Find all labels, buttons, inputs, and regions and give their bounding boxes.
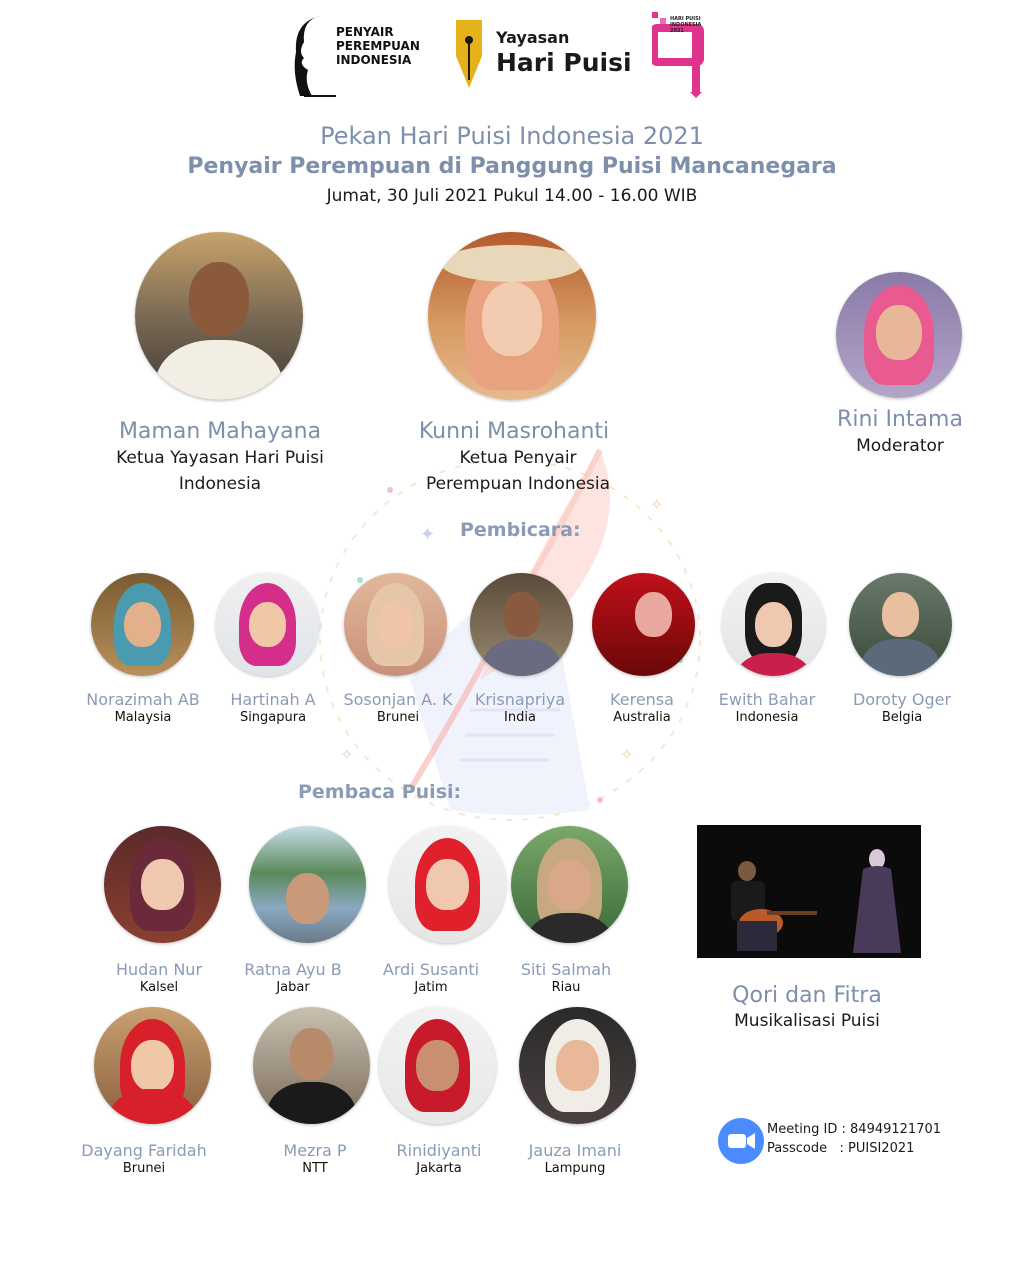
logo-hpi-line2: INDONESIA 2021 — [670, 22, 702, 34]
speakers-heading: Pembicara: — [460, 519, 581, 541]
speaker-country: Singapura — [239, 710, 307, 725]
svg-text:✧: ✧ — [340, 745, 354, 764]
speaker-name: Krisnapriya — [474, 690, 566, 709]
event-title: Pekan Hari Puisi Indonesia 2021 — [320, 122, 704, 150]
host-role-kunni-line2: Perempuan Indonesia — [425, 473, 611, 494]
avatar-reader — [94, 1007, 211, 1124]
meeting-passcode: Passcode : PUISI2021 — [767, 1141, 915, 1156]
host-role-maman-line1: Ketua Yayasan Hari Puisi — [116, 448, 324, 468]
woman-silhouette-icon — [292, 12, 338, 98]
reader-region: Lampung — [544, 1161, 606, 1176]
logo-hpi-line1: HARI PUISI — [670, 16, 701, 22]
avatar-speaker — [470, 573, 573, 676]
reader-region: Jabar — [276, 980, 310, 995]
avatar-speaker — [592, 573, 695, 676]
avatar-rini-intama — [836, 272, 962, 398]
reader-region: Brunei — [122, 1161, 166, 1176]
avatar-reader — [389, 826, 506, 943]
event-schedule: Jumat, 30 Juli 2021 Pukul 14.00 - 16.00 WIB — [326, 186, 698, 206]
svg-text:✧: ✧ — [650, 495, 664, 514]
reader-name: Siti Salmah — [520, 960, 612, 979]
reader-region: Jatim — [414, 980, 448, 995]
speaker-country: Belgia — [881, 710, 923, 725]
event-theme: Penyair Perempuan di Panggung Puisi Mancanegara — [187, 154, 837, 179]
logo-penyair-perempuan — [292, 12, 420, 98]
avatar-maman-mahayana — [135, 232, 303, 400]
reader-name: Dayang Faridah — [81, 1141, 207, 1160]
avatar-reader — [511, 826, 628, 943]
host-name-kunni: Kunni Masrohanti — [418, 419, 610, 444]
speaker-country: India — [504, 710, 536, 725]
music-performers-role: Musikalisasi Puisi — [734, 1011, 880, 1031]
avatar-speaker — [91, 573, 194, 676]
host-name-maman: Maman Mahayana — [118, 419, 322, 444]
speaker-name: Doroty Oger — [852, 690, 952, 709]
moderator-role: Moderator — [856, 436, 944, 456]
speaker-name: Hartinah A — [230, 690, 316, 709]
reader-name: Ardi Susanti — [382, 960, 480, 979]
readers-heading: Pembaca Puisi: — [298, 781, 462, 803]
reader-name: Hudan Nur — [115, 960, 203, 979]
speaker-name: Ewith Bahar — [718, 690, 816, 709]
music-performance-photo — [697, 825, 921, 958]
avatar-speaker — [722, 573, 825, 676]
avatar-reader — [104, 826, 221, 943]
speaker-name: Sosonjan A. K — [343, 690, 453, 709]
reader-name: Rinidiyanti — [396, 1141, 482, 1160]
svg-text:✧: ✧ — [620, 745, 634, 764]
logo-ppi-line1: PENYAIR — [336, 25, 394, 39]
video-camera-icon — [718, 1118, 764, 1164]
avatar-reader — [249, 826, 366, 943]
music-performers-name: Qori dan Fitra — [732, 983, 882, 1008]
speaker-country: Australia — [613, 710, 671, 725]
logo-yayasan-hari-puisi — [452, 12, 632, 98]
avatar-reader — [519, 1007, 636, 1124]
speaker-country: Malaysia — [114, 710, 172, 725]
logo-ppi-line2: PEREMPUAN — [336, 38, 420, 53]
reader-region: Riau — [551, 980, 581, 995]
avatar-speaker — [344, 573, 447, 676]
logo-ppi-line3: INDONESIA — [336, 52, 412, 67]
reader-name: Mezra P — [283, 1141, 347, 1160]
avatar-reader — [379, 1007, 496, 1124]
zoom-icon — [718, 1118, 764, 1164]
avatar-speaker — [216, 573, 319, 676]
logo-hari-puisi-2021 — [652, 12, 712, 98]
avatar-speaker — [849, 573, 952, 676]
reader-region: Jakarta — [416, 1161, 462, 1176]
performers-illustration — [697, 825, 921, 958]
reader-region: Kalsel — [139, 980, 179, 995]
svg-text:✦: ✦ — [420, 524, 436, 545]
avatar-kunni-masrohanti — [428, 232, 596, 400]
reader-region: NTT — [302, 1161, 328, 1176]
host-role-maman-line2: Indonesia — [178, 473, 262, 494]
logo-yhp-line1: Yayasan — [496, 28, 570, 47]
speaker-name: Kerensa — [610, 690, 674, 709]
pen-nib-icon — [452, 20, 486, 90]
host-role-kunni — [358, 446, 678, 497]
meeting-id: Meeting ID : 84949121701 — [767, 1122, 942, 1137]
speaker-country: Brunei — [376, 710, 420, 725]
reader-name: Jauza Imani — [528, 1141, 622, 1160]
avatar-reader — [253, 1007, 370, 1124]
moderator-name: Rini Intama — [837, 407, 963, 432]
host-role-kunni-line1: Ketua Penyair — [459, 448, 577, 468]
reader-name: Ratna Ayu B — [244, 960, 342, 979]
host-role-maman — [60, 446, 380, 497]
speaker-name: Norazimah AB — [86, 690, 200, 709]
logo-yhp-line2: Hari Puisi — [496, 48, 632, 77]
speaker-country: Indonesia — [735, 710, 799, 725]
